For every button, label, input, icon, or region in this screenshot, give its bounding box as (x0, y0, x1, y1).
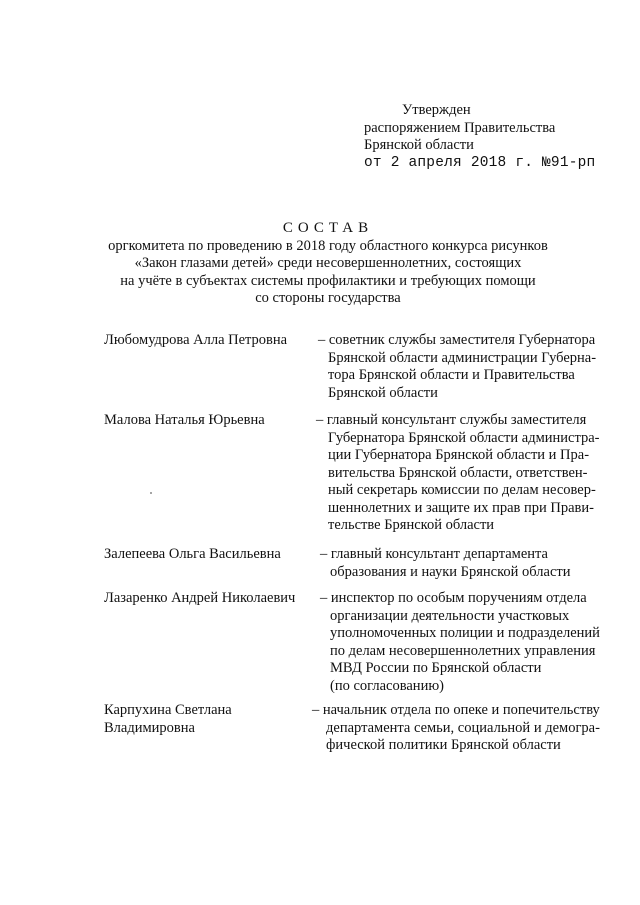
approval-block (364, 102, 595, 172)
member-role-line: Брянской области администрации Губерна- (328, 349, 597, 366)
scan-speck (150, 492, 152, 494)
document-title (100, 220, 556, 308)
member-role-line: уполномоченных полиции и подразделений (330, 625, 600, 641)
member-name-line: Малова Наталья Юрьевна (104, 412, 265, 428)
member-role-line: шеннолетних и защите их прав при Прави- (328, 499, 594, 516)
member-role-line: тора Брянской области и Правительства (328, 367, 575, 383)
member-role-line: департамента семьи, социальной и демогра- (326, 719, 600, 736)
member-name (104, 412, 304, 430)
member-role-line: по делам несовершеннолетних управления (330, 642, 596, 659)
member-name-line: Владимировна (104, 719, 195, 736)
member-name-line: Залепеева Ольга Васильевна (104, 546, 281, 562)
member-name (104, 590, 304, 608)
member-role-line: – главный консультант службы заместителя (316, 412, 587, 428)
member-role-line: Губернатора Брянской области администра- (328, 429, 600, 446)
member-role (318, 332, 596, 402)
member-role-line: МВД России по Брянской области (330, 660, 542, 676)
member-name (104, 546, 304, 564)
title-line: со стороны государства (255, 290, 401, 306)
approval-line-2: распоряжением Правительства (364, 119, 556, 136)
member-role-line: – советник службы заместителя Губернатора (318, 332, 596, 348)
member-name-line: Любомудрова Алла Петровна (104, 332, 288, 348)
member-name-line: Карпухина Светлана (104, 702, 232, 718)
member-name (104, 702, 304, 737)
approval-line-3: Брянской области (364, 137, 474, 153)
approval-date-line: от 2 апреля 2018 г. №91-рп (364, 154, 596, 171)
member-role-line: ный секретарь комиссии по делам несовер- (328, 482, 596, 498)
title-line: оргкомитета по проведению в 2018 году областного конкурса рисунков (108, 237, 548, 254)
member-role-line: ции Губернатора Брянской области и Пра- (328, 447, 590, 463)
member-role-line: фической политики Брянской области (326, 737, 561, 753)
member-role-line: – начальник отдела по опеке и попечительству (312, 702, 600, 718)
title-line: на учёте в субъектах системы профилактики и требующих помощи (120, 272, 536, 289)
member-role-line: тельстве Брянской области (328, 517, 495, 533)
member-role-line: Брянской области (328, 384, 438, 401)
member-role-line: вительства Брянской области, ответствен- (328, 464, 588, 481)
member-role (320, 590, 600, 695)
member-role-line: организации деятельности участковых (330, 607, 570, 624)
member-name-line: Лазаренко Андрей Николаевич (104, 590, 296, 606)
approval-line-1: Утвержден (402, 102, 471, 118)
member-role (316, 412, 600, 535)
member-name (104, 332, 304, 350)
member-role-line: – инспектор по особым поручениям отдела (320, 590, 587, 606)
title-line: «Закон глазами детей» среди несовершеннолетних, состоящих (134, 255, 522, 271)
member-role (320, 546, 571, 581)
title-heading: СОСТАВ (282, 220, 374, 236)
member-role-line: (по согласованию) (330, 677, 444, 694)
member-role (312, 702, 600, 755)
member-role-line: – главный консультант департамента (320, 546, 548, 562)
member-role-line: образования и науки Брянской области (330, 563, 571, 580)
